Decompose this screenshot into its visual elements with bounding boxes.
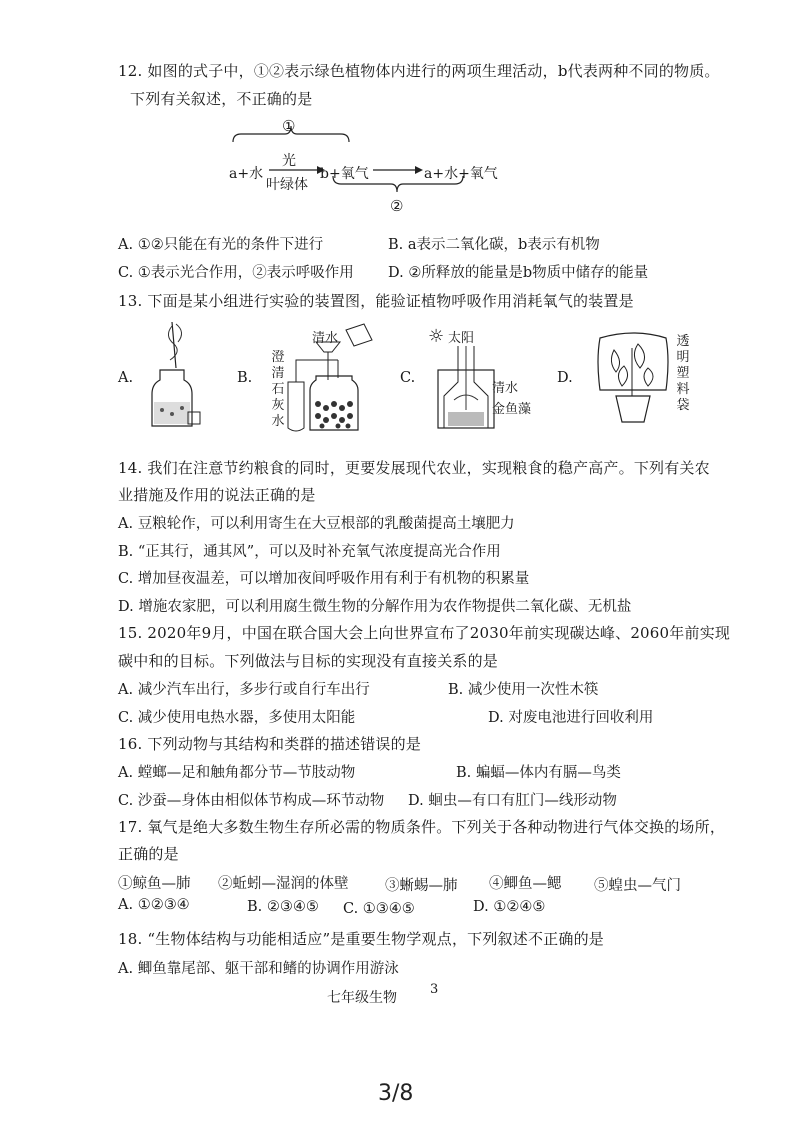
q17-option-d: D. ①②④⑤ [473, 899, 546, 915]
q17-item-5: ⑤蝗虫—气门 [594, 878, 681, 894]
footer-subject: 七年级生物 [327, 990, 397, 1006]
q18-stem: 18. “生物体结构与功能相适应”是重要生物学观点，下列叙述不正确的是 [118, 930, 604, 948]
q17-option-b: B. ②③④⑤ [247, 899, 319, 915]
q17-item-4: ④鲫鱼—鳃 [489, 876, 562, 892]
q14-stem-line1: 14. 我们在注意节约粮食的同时，更要发展现代农业，实现粮食的稳产高产。下列有关农 [118, 459, 710, 477]
eq-chlorophyll: 叶绿体 [266, 177, 308, 193]
d-plastic-bag-label: 透 明 塑 料 袋 [676, 334, 690, 413]
q17-item-1: ①鲸鱼—肺 [118, 876, 191, 892]
b-water-label: 清水 [312, 331, 339, 346]
q13-stem: 13. 下面是某小组进行实验的装置图，能验证植物呼吸作用消耗氧气的装置是 [118, 292, 634, 310]
q17-stem-line1: 17. 氧气是绝大多数生物生存所必需的物质条件。下列关于各种动物进行气体交换的场所， [118, 818, 726, 836]
q15-option-d: D. 对废电池进行回收利用 [488, 710, 654, 726]
q15-option-b: B. 减少使用一次性木筷 [448, 682, 599, 698]
q17-item-3: ③蜥蜴—肺 [385, 878, 458, 894]
apparatus-d-plastic-bag-plant [594, 330, 672, 430]
c-sun-label: 太阳 [448, 331, 475, 346]
apparatus-a-bottle-with-flame [142, 322, 208, 432]
eq-middle: b+氧气 [320, 166, 369, 182]
q13-label-b: B. [237, 370, 253, 386]
eq-light: 光 [282, 153, 296, 169]
q16-option-b: B. 蝙蝠—体内有膈—鸟类 [456, 765, 621, 781]
q12-stem-line2: 下列有关叙述，不正确的是 [130, 90, 313, 108]
b-limewater-label: 澄 清 石 灰 水 [271, 350, 285, 429]
q12-option-b: B. a表示二氧化碳，b表示有机物 [388, 237, 600, 253]
q15-stem-line2: 碳中和的目标。下列做法与目标的实现没有直接关系的是 [118, 652, 499, 670]
q14-option-d: D. 增施农家肥，可以利用腐生微生物的分解作用为农作物提供二氧化碳、无机盐 [118, 599, 632, 615]
eq-right: a+水+氧气 [424, 166, 498, 182]
q13-label-d: D. [557, 370, 573, 386]
c-water-label: 清水 [492, 381, 519, 396]
q17-stem-line2: 正确的是 [118, 845, 179, 863]
q16-option-c: C. 沙蚕—身体由相似体节构成—环节动物 [118, 793, 385, 809]
circle-1-label: ① [282, 117, 296, 135]
page-indicator: 3/8 [378, 1081, 414, 1106]
sun-icon: ☼ [428, 326, 445, 347]
q16-option-d: D. 蛔虫—有口有肛门—线形动物 [408, 793, 617, 809]
q14-option-b: B. “正其行，通其风”，可以及时补充氧气浓度提高光合作用 [118, 544, 501, 560]
q13-label-c: C. [400, 370, 416, 386]
q15-stem-line1: 15. 2020年9月，中国在联合国大会上向世界宣布了2030年前实现碳达峰、2060年前实现 [118, 624, 731, 642]
apparatus-b-limewater-flask [286, 320, 396, 440]
q16-option-a: A. 螳螂—足和触角都分节—节肢动物 [118, 765, 356, 781]
q18-option-a: A. 鲫鱼靠尾部、躯干部和鳍的协调作用游泳 [118, 961, 399, 977]
q12-stem-line1: 12. 如图的式子中，①②表示绿色植物体内进行的两项生理活动，b代表两种不同的物质。 [118, 62, 720, 80]
q15-option-a: A. 减少汽车出行，多步行或自行车出行 [118, 682, 370, 698]
circle-2-label: ② [390, 197, 404, 215]
c-plant-label: 金鱼藻 [492, 402, 532, 417]
arrow-2-head [415, 166, 423, 174]
q17-option-c: C. ①③④⑤ [343, 901, 415, 917]
q16-stem: 16. 下列动物与其结构和类群的描述错误的是 [118, 735, 422, 753]
q17-item-2: ②蚯蚓—湿润的体壁 [218, 876, 349, 892]
eq-left: a+水 [229, 166, 264, 182]
q15-option-c: C. 减少使用电热水器，多使用太阳能 [118, 710, 356, 726]
q13-label-a: A. [118, 370, 134, 386]
q12-option-c: C. ①表示光合作用，②表示呼吸作用 [118, 265, 354, 281]
apparatus-c-aquatic-plant [436, 340, 496, 430]
q14-option-c: C. 增加昼夜温差，可以增加夜间呼吸作用有利于有机物的积累量 [118, 571, 530, 587]
footer-page-number: 3 [430, 982, 439, 997]
q12-option-a: A. ①②只能在有光的条件下进行 [118, 237, 324, 253]
q12-option-d: D. ②所释放的能量是b物质中储存的能量 [388, 265, 649, 281]
q14-option-a: A. 豆粮轮作，可以利用寄生在大豆根部的乳酸菌提高土壤肥力 [118, 516, 515, 532]
q14-stem-line2: 业措施及作用的说法正确的是 [118, 486, 316, 504]
q17-option-a: A. ①②③④ [118, 897, 190, 913]
